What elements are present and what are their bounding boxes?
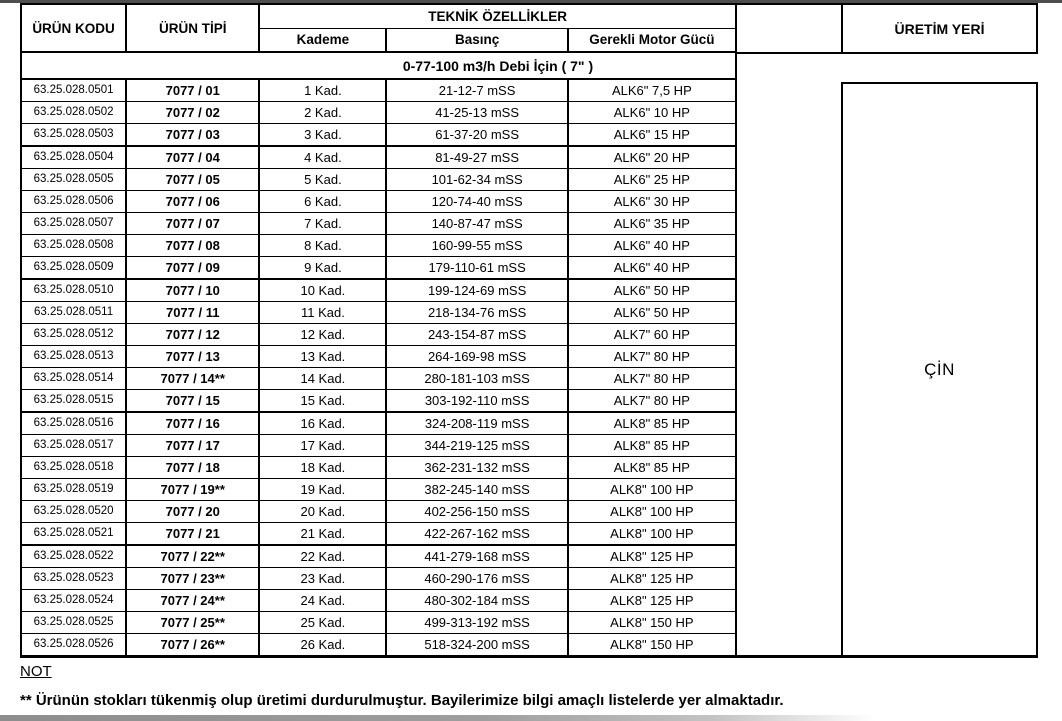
stage-cell: 15 Kad. <box>259 390 386 413</box>
pressure-cell: 81-49-27 mSS <box>386 146 567 169</box>
pressure-cell: 518-324-200 mSS <box>386 634 567 657</box>
product-code-cell: 63.25.028.0521 <box>21 523 126 546</box>
product-type-cell: 7077 / 22** <box>126 545 259 568</box>
product-type-cell: 7077 / 05 <box>126 169 259 191</box>
product-code-cell: 63.25.028.0504 <box>21 146 126 169</box>
motor-power-cell: ALK7" 80 HP <box>568 368 736 390</box>
stage-cell: 3 Kad. <box>259 124 386 147</box>
product-code-cell: 63.25.028.0513 <box>21 346 126 368</box>
stage-cell: 2 Kad. <box>259 102 386 124</box>
motor-power-cell: ALK6" 35 HP <box>568 213 736 235</box>
product-type-cell: 7077 / 20 <box>126 501 259 523</box>
motor-power-cell: ALK6" 7,5 HP <box>568 79 736 102</box>
motor-power-cell: ALK6" 25 HP <box>568 169 736 191</box>
pressure-cell: 402-256-150 mSS <box>386 501 567 523</box>
stage-cell: 4 Kad. <box>259 146 386 169</box>
stage-cell: 14 Kad. <box>259 368 386 390</box>
table-row <box>21 257 736 280</box>
product-type-cell: 7077 / 18 <box>126 457 259 479</box>
production-place-spacer <box>841 54 1038 82</box>
product-code-cell: 63.25.028.0508 <box>21 235 126 257</box>
product-type-cell: 7077 / 09 <box>126 257 259 280</box>
motor-power-cell: ALK8" 100 HP <box>568 523 736 546</box>
product-code-cell: 63.25.028.0516 <box>21 412 126 435</box>
product-code-cell: 63.25.028.0514 <box>21 368 126 390</box>
product-code-cell: 63.25.028.0501 <box>21 79 126 102</box>
table-row <box>21 124 736 147</box>
motor-power-cell: ALK6" 15 HP <box>568 124 736 147</box>
table-area <box>20 3 1038 658</box>
table-row <box>21 368 736 390</box>
table-row <box>21 634 736 657</box>
stage-cell: 19 Kad. <box>259 479 386 501</box>
table-row <box>21 279 736 302</box>
pressure-cell: 199-124-69 mSS <box>386 279 567 302</box>
table-row <box>21 612 736 634</box>
stage-cell: 7 Kad. <box>259 213 386 235</box>
product-code-cell: 63.25.028.0518 <box>21 457 126 479</box>
table-row <box>21 545 736 568</box>
col-header-motor: Gerekli Motor Gücü <box>568 28 736 52</box>
pressure-cell: 460-290-176 mSS <box>386 568 567 590</box>
motor-power-cell: ALK6" 40 HP <box>568 235 736 257</box>
pressure-cell: 324-208-119 mSS <box>386 412 567 435</box>
pressure-cell: 140-87-47 mSS <box>386 213 567 235</box>
table-row <box>21 457 736 479</box>
stage-cell: 26 Kad. <box>259 634 386 657</box>
product-code-cell: 63.25.028.0503 <box>21 124 126 147</box>
product-type-cell: 7077 / 07 <box>126 213 259 235</box>
pressure-cell: 41-25-13 mSS <box>386 102 567 124</box>
motor-power-cell: ALK8" 100 HP <box>568 501 736 523</box>
table-row <box>21 102 736 124</box>
stage-cell: 13 Kad. <box>259 346 386 368</box>
product-code-cell: 63.25.028.0517 <box>21 435 126 457</box>
product-type-cell: 7077 / 13 <box>126 346 259 368</box>
note-text: ** Ürünün stokları tükenmiş olup üretimi durdurulmuştur. Bayilerimize bilgi amaçlı listelerde yer almaktadır. <box>20 692 784 709</box>
product-code-cell: 63.25.028.0523 <box>21 568 126 590</box>
product-type-cell: 7077 / 11 <box>126 302 259 324</box>
motor-power-cell: ALK8" 150 HP <box>568 612 736 634</box>
motor-power-cell: ALK6" 50 HP <box>568 302 736 324</box>
product-code-cell: 63.25.028.0505 <box>21 169 126 191</box>
col-header-urun-tipi: ÜRÜN TİPİ <box>126 4 259 52</box>
stage-cell: 16 Kad. <box>259 412 386 435</box>
product-type-cell: 7077 / 23** <box>126 568 259 590</box>
product-code-cell: 63.25.028.0520 <box>21 501 126 523</box>
product-type-cell: 7077 / 16 <box>126 412 259 435</box>
pressure-cell: 280-181-103 mSS <box>386 368 567 390</box>
product-code-cell: 63.25.028.0502 <box>21 102 126 124</box>
table-row <box>21 213 736 235</box>
spec-table <box>20 3 737 658</box>
product-type-cell: 7077 / 02 <box>126 102 259 124</box>
product-code-cell: 63.25.028.0522 <box>21 545 126 568</box>
product-code-cell: 63.25.028.0515 <box>21 390 126 413</box>
motor-power-cell: ALK6" 20 HP <box>568 146 736 169</box>
stage-cell: 24 Kad. <box>259 590 386 612</box>
table-row <box>21 412 736 435</box>
spacer-column <box>737 3 841 658</box>
motor-power-cell: ALK8" 85 HP <box>568 412 736 435</box>
product-code-cell: 63.25.028.0510 <box>21 279 126 302</box>
motor-power-cell: ALK8" 125 HP <box>568 545 736 568</box>
col-header-kademe: Kademe <box>259 28 386 52</box>
table-row <box>21 302 736 324</box>
product-type-cell: 7077 / 17 <box>126 435 259 457</box>
pressure-cell: 218-134-76 mSS <box>386 302 567 324</box>
table-row <box>21 169 736 191</box>
product-code-cell: 63.25.028.0519 <box>21 479 126 501</box>
table-row <box>21 390 736 413</box>
bottom-edge-strip <box>0 715 875 721</box>
note-section <box>20 663 1062 709</box>
product-type-cell: 7077 / 03 <box>126 124 259 147</box>
product-type-cell: 7077 / 08 <box>126 235 259 257</box>
product-type-cell: 7077 / 01 <box>126 79 259 102</box>
table-row <box>21 568 736 590</box>
motor-power-cell: ALK7" 80 HP <box>568 346 736 368</box>
stage-cell: 1 Kad. <box>259 79 386 102</box>
table-row <box>21 523 736 546</box>
product-type-cell: 7077 / 12 <box>126 324 259 346</box>
motor-power-cell: ALK6" 40 HP <box>568 257 736 280</box>
note-label: NOT <box>20 663 52 680</box>
pressure-cell: 499-313-192 mSS <box>386 612 567 634</box>
table-row <box>21 479 736 501</box>
product-type-cell: 7077 / 14** <box>126 368 259 390</box>
product-type-cell: 7077 / 04 <box>126 146 259 169</box>
motor-power-cell: ALK8" 150 HP <box>568 634 736 657</box>
pressure-cell: 480-302-184 mSS <box>386 590 567 612</box>
pressure-cell: 120-74-40 mSS <box>386 191 567 213</box>
stage-cell: 17 Kad. <box>259 435 386 457</box>
product-type-cell: 7077 / 10 <box>126 279 259 302</box>
motor-power-cell: ALK8" 125 HP <box>568 568 736 590</box>
product-type-cell: 7077 / 19** <box>126 479 259 501</box>
origin-value: ÇİN <box>841 82 1038 658</box>
table-row <box>21 590 736 612</box>
motor-power-cell: ALK8" 125 HP <box>568 590 736 612</box>
product-code-cell: 63.25.028.0506 <box>21 191 126 213</box>
table-row <box>21 191 736 213</box>
col-header-teknik-ozellikler: TEKNİK ÖZELLİKLER <box>259 4 736 28</box>
product-type-cell: 7077 / 25** <box>126 612 259 634</box>
product-code-cell: 63.25.028.0525 <box>21 612 126 634</box>
flow-group-subheader-text: 0-77-100 m3/h Debi İçin ( 7" ) <box>402 57 594 74</box>
pressure-cell: 101-62-34 mSS <box>386 169 567 191</box>
motor-power-cell: ALK6" 50 HP <box>568 279 736 302</box>
spacer-column-header-line <box>737 5 841 54</box>
flow-group-subheader <box>21 52 736 79</box>
stage-cell: 10 Kad. <box>259 279 386 302</box>
motor-power-cell: ALK7" 60 HP <box>568 324 736 346</box>
motor-power-cell: ALK6" 30 HP <box>568 191 736 213</box>
stage-cell: 5 Kad. <box>259 169 386 191</box>
motor-power-cell: ALK6" 10 HP <box>568 102 736 124</box>
product-type-cell: 7077 / 24** <box>126 590 259 612</box>
stage-cell: 9 Kad. <box>259 257 386 280</box>
pressure-cell: 243-154-87 mSS <box>386 324 567 346</box>
stage-cell: 20 Kad. <box>259 501 386 523</box>
product-code-cell: 63.25.028.0526 <box>21 634 126 657</box>
pressure-cell: 179-110-61 mSS <box>386 257 567 280</box>
table-row <box>21 79 736 102</box>
product-code-cell: 63.25.028.0509 <box>21 257 126 280</box>
table-row <box>21 324 736 346</box>
stage-cell: 22 Kad. <box>259 545 386 568</box>
product-code-cell: 63.25.028.0507 <box>21 213 126 235</box>
pressure-cell: 441-279-168 mSS <box>386 545 567 568</box>
stage-cell: 6 Kad. <box>259 191 386 213</box>
pressure-cell: 61-37-20 mSS <box>386 124 567 147</box>
motor-power-cell: ALK8" 85 HP <box>568 435 736 457</box>
product-type-cell: 7077 / 21 <box>126 523 259 546</box>
stage-cell: 18 Kad. <box>259 457 386 479</box>
motor-power-cell: ALK7" 80 HP <box>568 390 736 413</box>
stage-cell: 25 Kad. <box>259 612 386 634</box>
table-row <box>21 501 736 523</box>
col-header-urun-kodu: ÜRÜN KODU <box>21 4 126 52</box>
pressure-cell: 303-192-110 mSS <box>386 390 567 413</box>
stage-cell: 11 Kad. <box>259 302 386 324</box>
table-row <box>21 146 736 169</box>
production-place-column <box>841 3 1038 658</box>
pressure-cell: 362-231-132 mSS <box>386 457 567 479</box>
table-row <box>21 346 736 368</box>
pressure-cell: 160-99-55 mSS <box>386 235 567 257</box>
product-type-cell: 7077 / 06 <box>126 191 259 213</box>
motor-power-cell: ALK8" 100 HP <box>568 479 736 501</box>
motor-power-cell: ALK8" 85 HP <box>568 457 736 479</box>
pressure-cell: 422-267-162 mSS <box>386 523 567 546</box>
pressure-cell: 382-245-140 mSS <box>386 479 567 501</box>
pressure-cell: 264-169-98 mSS <box>386 346 567 368</box>
product-type-cell: 7077 / 26** <box>126 634 259 657</box>
stage-cell: 8 Kad. <box>259 235 386 257</box>
col-header-uretim-yeri: ÜRETİM YERİ <box>841 3 1038 54</box>
stage-cell: 12 Kad. <box>259 324 386 346</box>
product-type-cell: 7077 / 15 <box>126 390 259 413</box>
pressure-cell: 344-219-125 mSS <box>386 435 567 457</box>
table-row <box>21 235 736 257</box>
product-code-cell: 63.25.028.0511 <box>21 302 126 324</box>
table-row <box>21 435 736 457</box>
col-header-basinc: Basınç <box>386 28 567 52</box>
pressure-cell: 21-12-7 mSS <box>386 79 567 102</box>
stage-cell: 21 Kad. <box>259 523 386 546</box>
product-code-cell: 63.25.028.0512 <box>21 324 126 346</box>
product-code-cell: 63.25.028.0524 <box>21 590 126 612</box>
stage-cell: 23 Kad. <box>259 568 386 590</box>
